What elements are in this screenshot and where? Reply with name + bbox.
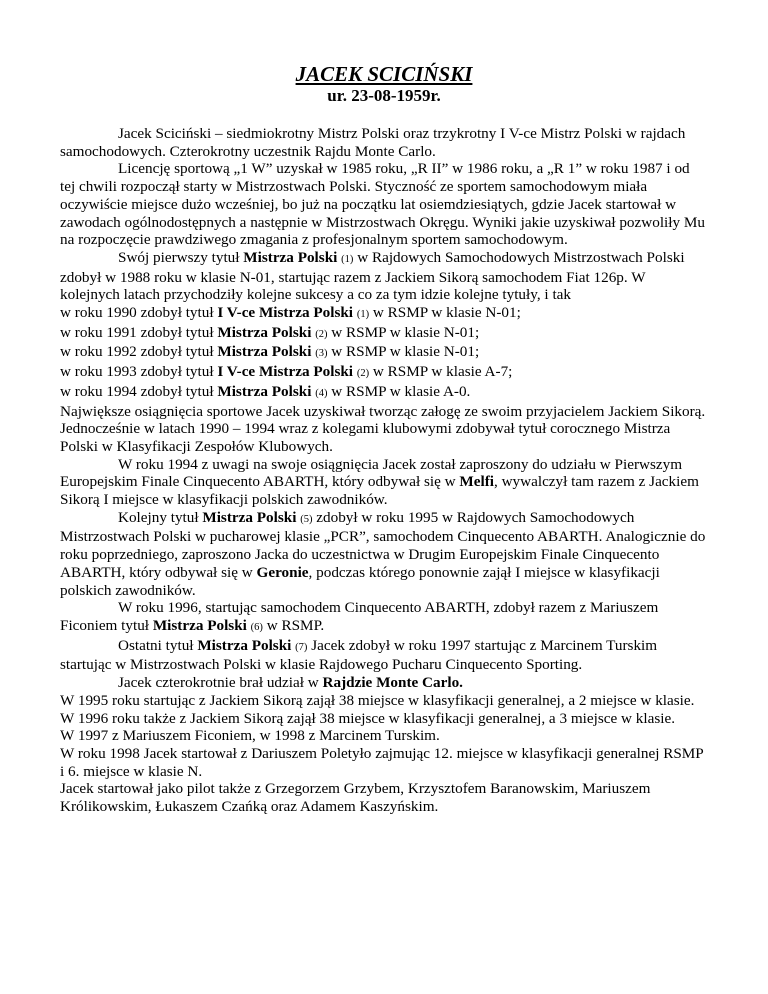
title-line: w roku 1993 zdobył tytuł I V-ce Mistrza Polski (2) w RSMP w klasie A-7; bbox=[60, 363, 513, 381]
paragraph-club: Jednocześnie w latach 1990 – 1994 wraz z kolegami klubowymi zdobywał tytuł corocznego Mistrza Polski w Klasyfikacji Zespołów Klubowych. bbox=[60, 420, 671, 455]
paragraph-pilot: Jacek startował jako pilot także z Grzegorzem Grzybem, Krzysztofem Baranowskim, Mariuszem Królikowskim, Łukaszem Czańką oraz Adamem Kaszyńskim. bbox=[60, 780, 651, 816]
paragraph-1998-rsmp: W roku 1998 Jacek startował z Dariuszem Poletyło zajmując 12. miejsce w klasyfikacji generalnej RSMP i 6. miejsce w klasie N. bbox=[60, 744, 704, 780]
title-line: w roku 1991 zdobył tytuł Mistrza Polski (2) w RSMP w klasie N-01; bbox=[60, 323, 480, 341]
paragraph-first-title: Swój pierwszy tytuł Mistrza Polski (1) w Rajdowych Samochodowych Mistrzostwach Polski zdobył w 1988 roku w klasie N-01, startując razem z Jackiem Sikorą samochodem Fiat 126p. W kolejnych latach przychodziły kolejne sukcesy a co za tym idzie kolejne tytuły, i tak bbox=[60, 248, 685, 304]
title-line: w roku 1992 zdobył tytuł Mistrza Polski (3) w RSMP w klasie N-01; bbox=[60, 343, 480, 361]
paragraph-license: Licencję sportową „1 W” uzyskał w 1985 roku, „R II” w 1986 roku, a „R 1” w roku 1987 i od tej chwili rozpoczął starty w Mistrzostwach Polski. Styczność ze sportem samochodowym miała oczywiście miejsce dużo wcześniej, bo już na początku lat osiemdziesiątych, gdzie Jacek startował w zawodach ogólnodostępnych a następnie w Mistrzostwach Okręgu. Wyniki jakie uzyskiwał pozwoliły Mu na rozpoczęcie prawdziwego zmagania z profesjonalnym sportem samochodowym. bbox=[60, 160, 705, 249]
paragraph-1996-result: W 1996 roku także z Jackiem Sikorą zajął 38 miejsce w klasyfikacji generalnej, a 3 miejsce w klasie. bbox=[60, 709, 676, 727]
paragraph-pcr: Kolejny tytuł Mistrza Polski (5) zdobył w roku 1995 w Rajdowych Samochodowych Mistrzostwach Polski w pucharowej klasie „PCR”, samochodem Cinquecento ABARTH. Analogicznie do roku poprzedniego, zaproszono Jacka do uczestnictwa w Drugim Europejskim Finale Cinquecento ABARTH, który odbywał się w Geronie, podczas którego ponownie zajął I miejsce w klasyfikacji polskich zawodników. bbox=[60, 508, 706, 599]
birth-date: ur. 23-08-1959r. bbox=[327, 86, 441, 105]
titles-list bbox=[60, 304, 708, 403]
page-title: JACEK SCICIŃSKI bbox=[295, 62, 473, 86]
paragraph-1996: W roku 1996, startując samochodem Cinquecento ABARTH, zdobył razem z Mariuszem Ficoniem tytuł Mistrza Polski (6) w RSMP. bbox=[60, 599, 659, 634]
title-line: w roku 1990 zdobył tytuł I V-ce Mistrza Polski (1) w RSMP w klasie N-01; bbox=[60, 304, 521, 322]
paragraph-1995-result: W 1995 roku startując z Jackiem Sikorą zajął 38 miejsce w klasyfikacji generalnej, a 2 miejsce w klasie. bbox=[60, 691, 695, 709]
title-line: w roku 1994 zdobył tytuł Mistrza Polski (4) w RSMP w klasie A-0. bbox=[60, 382, 471, 400]
paragraph-1997-1998: W 1997 z Mariuszem Ficoniem, w 1998 z Marcinem Turskim. bbox=[60, 727, 440, 745]
paragraph-1997: Ostatni tytuł Mistrza Polski (7) Jacek zdobył w roku 1997 startując z Marcinem Turskim startując w Mistrzostwach Polski w klasie Rajdowego Pucharu Cinquecento Sporting. bbox=[60, 636, 658, 674]
paragraph-melfi: W roku 1994 z uwagi na swoje osiągnięcia Jacek został zaproszony do udziału w Pierwszym Europejskim Finale Cinquecento ABARTH, który odbywał się w Melfi, wywalczył tam razem z Jackiem Sikorą I miejsce w klasyfikacji polskich zawodników. bbox=[60, 455, 699, 509]
paragraph-intro: Jacek Sciciński – siedmiokrotny Mistrz Polski oraz trzykrotny I V-ce Mistrz Polski w rajdach samochodowych. Czterokrotny uczestnik Rajdu Monte Carlo. bbox=[60, 125, 686, 160]
paragraph-monte-carlo: Jacek czterokrotnie brał udział w Rajdzie Monte Carlo. bbox=[118, 674, 463, 692]
paragraph-achievements: Największe osiągnięcia sportowe Jacek uzyskiwał tworząc załogę ze swoim przyjacielem Jackiem Sikorą. bbox=[60, 402, 706, 420]
